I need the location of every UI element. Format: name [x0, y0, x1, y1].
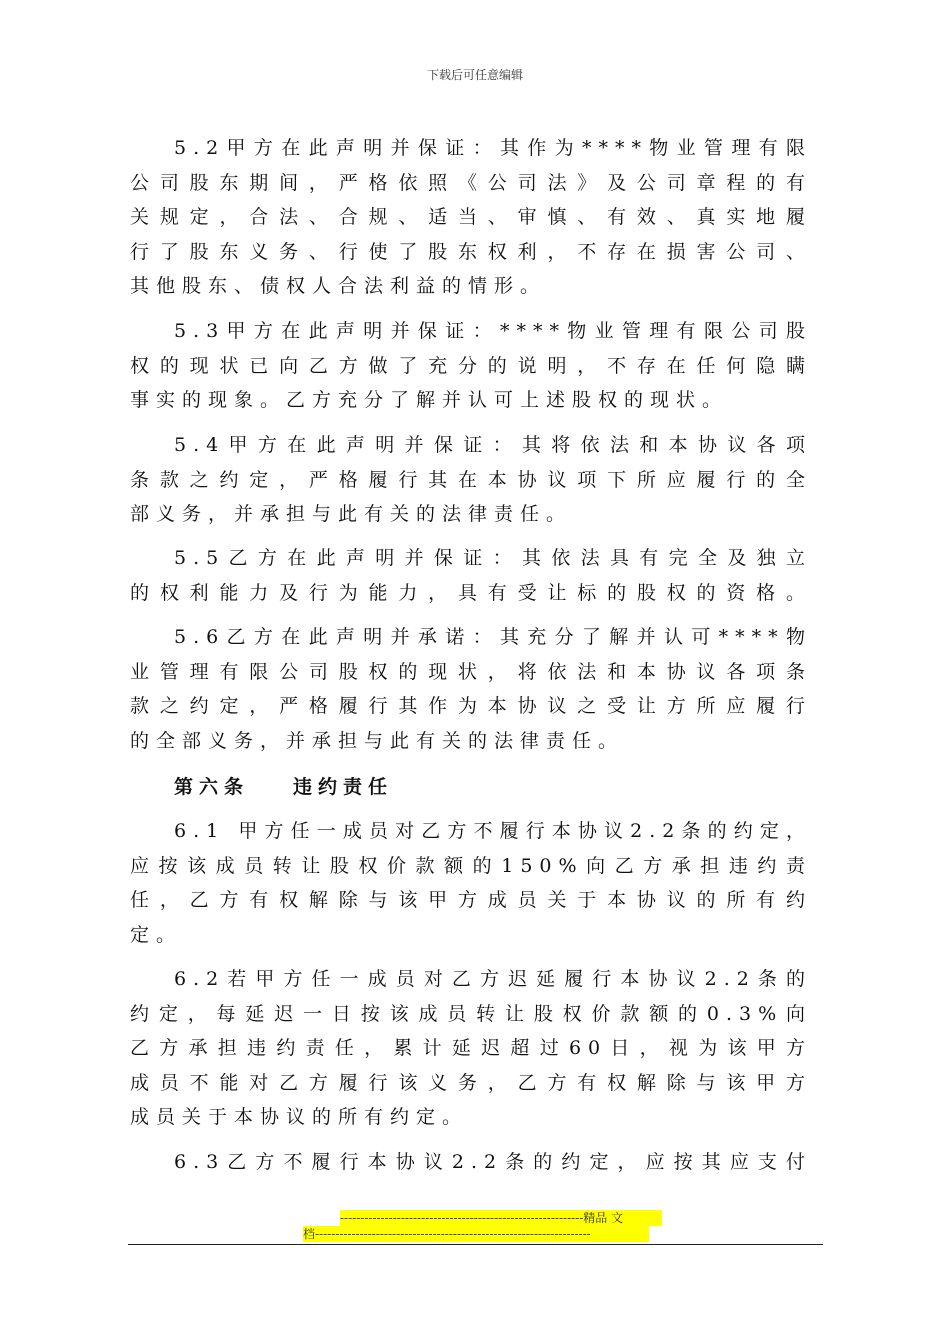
section-number: 第六条	[174, 776, 250, 798]
text-line: 事实的现象。乙方充分了解并认可上述股权的现状。	[130, 389, 729, 412]
text-line: 5.3甲方在此声明并保证：****物业管理有限公司股	[174, 320, 812, 342]
paragraph-5-2	[130, 131, 812, 304]
text-line: 权的现状已向乙方做了充分的说明，不存在任何隐瞒	[130, 354, 812, 377]
text-line: 6.1 甲方任一成员对乙方不履行本协议2.2条的约定，	[174, 820, 812, 842]
text-line: 乙方承担违约责任，累计延迟超过60日，视为该甲方	[130, 1037, 812, 1060]
text-line: 部义务，并承担与此有关的法律责任。	[130, 503, 573, 526]
text-line: 6.3乙方不履行本协议2.2条的约定，应按其应支付	[174, 1151, 812, 1173]
paragraph-6-1	[130, 814, 812, 952]
text-line: 其他股东、债权人合法利益的情形。	[130, 275, 547, 298]
text-line: 关规定，合法、合规、适当、审慎、有效、真实地履	[130, 206, 812, 229]
paragraph-5-3	[130, 314, 812, 418]
text-line: 6.2若甲方任一成员对乙方迟延履行本协议2.2条的	[174, 968, 812, 990]
footer-highlight-line-2: 档--------------------------------------------------------------------	[303, 1226, 649, 1242]
text-line: 成员关于本协议的所有约定。	[130, 1106, 469, 1129]
text-line: 应按该成员转让股权价款额的150%向乙方承担违约责	[130, 854, 812, 877]
text-line: 成员不能对乙方履行该义务，乙方有权解除与该甲方	[130, 1071, 812, 1094]
text-line: 5.2甲方在此声明并保证：其作为****物业管理有限	[174, 137, 812, 159]
paragraph-5-5	[130, 541, 812, 610]
text-line: 定。	[130, 923, 183, 946]
page-header: 下载后可任意编辑	[426, 68, 523, 82]
text-line: 约定，每延迟一日按该成员转让股权价款额的0.3%向	[130, 1002, 812, 1025]
section-heading	[174, 770, 393, 804]
paragraph-5-6	[130, 620, 812, 758]
paragraph-6-3	[130, 1145, 812, 1180]
text-line: 的权利能力及行为能力，具有受让标的股权的资格。	[130, 581, 812, 604]
paragraph-6-2	[130, 962, 812, 1135]
paragraph-5-4	[130, 428, 812, 532]
text-line: 业管理有限公司股权的现状，将依法和本协议各项条	[130, 660, 812, 683]
section-title: 违约责任	[293, 776, 394, 798]
text-line: 条款之约定，严格履行其在本协议项下所应履行的全	[130, 468, 812, 491]
text-line: 5.6乙方在此声明并承诺：其充分了解并认可****物	[174, 626, 812, 648]
text-line: 任，乙方有权解除与该甲方成员关于本协议的所有约	[130, 889, 812, 912]
footer-highlight-line-1: ------------------------------------------------------------精品 文	[340, 1210, 662, 1226]
footer-divider	[128, 1244, 823, 1245]
text-line: 公司股东期间，严格依照《公司法》及公司章程的有	[130, 171, 812, 194]
text-line: 5.5乙方在此声明并保证：其依法具有完全及独立	[174, 547, 812, 569]
text-line: 的全部义务，并承担与此有关的法律责任。	[130, 729, 625, 752]
text-line: 5.4甲方在此声明并保证：其将依法和本协议各项	[174, 434, 812, 456]
text-line: 行了股东义务、行使了股东权利，不存在损害公司、	[130, 240, 812, 263]
text-line: 款之约定，严格履行其作为本协议之受让方所应履行	[130, 695, 812, 718]
